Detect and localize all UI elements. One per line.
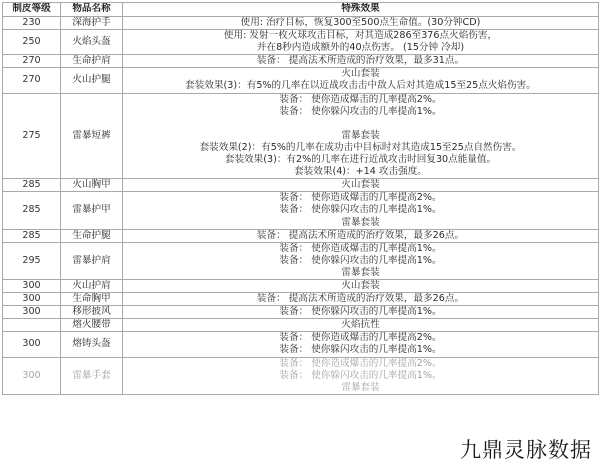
item-name-cell: 雷暴手套	[61, 357, 123, 394]
level-cell: 270	[3, 55, 61, 68]
table-body	[3, 17, 599, 395]
effect-line: 装备： 使你造成爆击的几率提高2%。	[279, 192, 442, 204]
effect-line: 装备： 提高法术所造成的治疗效果，最多31点。	[256, 55, 465, 67]
effect-line: 套装效果(4)：+14 攻击强度。	[294, 166, 427, 178]
level-cell	[3, 319, 61, 332]
item-name-cell: 移形披风	[61, 306, 123, 319]
table-header	[3, 3, 599, 17]
item-name-cell: 火山护腿	[61, 68, 123, 93]
table-row	[3, 179, 599, 192]
effect-line: 使用: 发射一枚火球攻击目标，对其造成286至376点火焰伤害，	[223, 30, 498, 42]
effect-cell	[123, 279, 599, 292]
item-name-cell: 火焰头盔	[61, 30, 123, 55]
effect-line: 装备： 使你躲闪攻击的几率提高1%。	[279, 204, 442, 216]
table-row	[3, 229, 599, 242]
level-cell: 250	[3, 30, 61, 55]
effect-line: 装备： 使你造成爆击的几率提高2%。	[279, 332, 442, 344]
header-effect: 特殊效果	[123, 3, 599, 17]
effect-line: 火焰抗性	[341, 319, 380, 331]
effect-line: 装备： 使你躲闪攻击的几率提高1%。	[279, 105, 442, 117]
effect-cell	[123, 319, 599, 332]
level-cell: 285	[3, 229, 61, 242]
table-row	[3, 332, 599, 357]
effect-cell	[123, 357, 599, 394]
item-name-cell: 雷暴短裤	[61, 93, 123, 179]
effect-cell	[123, 55, 599, 68]
table-row	[3, 357, 599, 394]
effect-line: 雷暴套装	[341, 381, 380, 393]
effect-line: 火山套装	[341, 68, 380, 80]
effect-cell	[123, 242, 599, 279]
effect-line: 并在8秒内造成额外的40点伤害。 (15分钟 冷却)	[256, 42, 465, 54]
level-cell: 300	[3, 357, 61, 394]
table-row	[3, 319, 599, 332]
level-cell: 285	[3, 179, 61, 192]
table-row	[3, 68, 599, 93]
effect-line: 火山套装	[341, 279, 380, 291]
level-cell: 285	[3, 192, 61, 229]
watermark: 九鼎灵脉数据	[458, 434, 594, 464]
effect-line: 装备： 使你造成爆击的几率提高1%。	[279, 242, 442, 254]
level-cell: 230	[3, 17, 61, 30]
effect-line: 装备： 使你躲闪攻击的几率提高1%。	[279, 369, 442, 381]
effect-cell	[123, 179, 599, 192]
item-name-cell: 雷暴护甲	[61, 192, 123, 229]
effect-line: 套装效果(2)：有5%的几率在成功击中目标时对其造成15至25点自然伤害。	[199, 141, 522, 153]
effect-cell	[123, 68, 599, 93]
effect-line: 雷暴套装	[341, 216, 380, 228]
effect-cell	[123, 30, 599, 55]
effect-cell	[123, 293, 599, 306]
effect-line: 雷暴套装	[341, 129, 380, 141]
effect-line: 装备： 提高法术所造成的治疗效果，最多26点。	[256, 229, 465, 241]
item-name-cell: 深海护手	[61, 17, 123, 30]
header-item-name: 物品名称	[61, 3, 123, 17]
level-cell: 300	[3, 279, 61, 292]
effect-cell	[123, 17, 599, 30]
effect-line: 装备： 使你躲闪攻击的几率提高1%。	[279, 254, 442, 266]
table-row	[3, 30, 599, 55]
item-name-cell: 生命胸甲	[61, 293, 123, 306]
effect-line: 使用: 治疗目标，恢复300至500点生命值。(30分钟CD)	[240, 17, 481, 28]
level-cell: 275	[3, 93, 61, 179]
effect-cell	[123, 229, 599, 242]
effect-line: 装备： 使你造成爆击的几率提高2%。	[279, 93, 442, 105]
effect-cell	[123, 332, 599, 357]
effect-line: 装备： 使你躲闪攻击的几率提高1%。	[279, 344, 442, 356]
table-row	[3, 93, 599, 179]
item-name-cell: 熔铸头盔	[61, 332, 123, 357]
item-name-cell: 熔火腰带	[61, 319, 123, 332]
effect-line: 火山套装	[341, 179, 380, 191]
effect-line: 雷暴套装	[341, 266, 380, 278]
level-cell: 270	[3, 68, 61, 93]
table-row	[3, 55, 599, 68]
header-level: 制皮等级	[3, 3, 61, 17]
table-row	[3, 17, 599, 30]
recipe-table	[2, 2, 599, 395]
table-row	[3, 192, 599, 229]
effect-line: 套装效果(3)：有5%的几率在以近战攻击击中敌人后对其造成15至25点火焰伤害。	[185, 80, 536, 92]
level-cell: 295	[3, 242, 61, 279]
effect-line: 装备： 使你躲闪攻击的几率提高1%。	[279, 306, 442, 318]
table-row	[3, 242, 599, 279]
effect-line	[125, 118, 596, 130]
item-name-cell: 雷暴护肩	[61, 242, 123, 279]
effect-line: 装备： 提高法术所造成的治疗效果，最多26点。	[256, 293, 465, 305]
effect-cell	[123, 93, 599, 179]
level-cell: 300	[3, 332, 61, 357]
level-cell: 300	[3, 293, 61, 306]
table-row	[3, 306, 599, 319]
level-cell: 300	[3, 306, 61, 319]
item-name-cell: 生命护肩	[61, 55, 123, 68]
header-row	[3, 3, 599, 17]
effect-cell	[123, 306, 599, 319]
effect-line: 装备： 使你造成爆击的几率提高2%。	[279, 357, 442, 369]
table-row	[3, 279, 599, 292]
item-name-cell: 火山胸甲	[61, 179, 123, 192]
item-name-cell: 火山护肩	[61, 279, 123, 292]
table-row	[3, 293, 599, 306]
effect-cell	[123, 192, 599, 229]
effect-line: 套装效果(3)：有2%的几率在进行近战攻击时回复30点能量值。	[224, 154, 497, 166]
item-name-cell: 生命护腿	[61, 229, 123, 242]
